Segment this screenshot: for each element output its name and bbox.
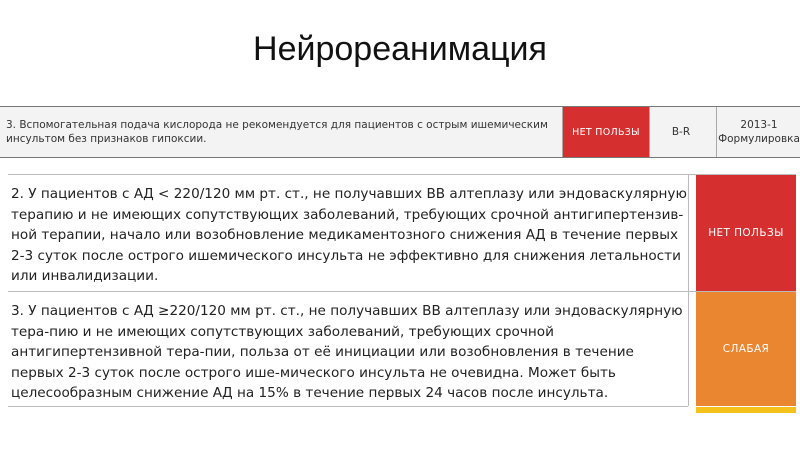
recommendation-badge: СЛАБАЯ <box>696 292 796 406</box>
wording-label: Формулировка <box>718 133 800 145</box>
year-cell <box>716 107 800 157</box>
next-row-badge-edge <box>696 407 796 413</box>
previous-recommendation-row <box>0 106 800 158</box>
previous-recommendation-text: 3. Вспомогательная подача кислорода не рекомендуется для пациентов с острым ишемическим инсультом без признаков гипоксии. <box>6 119 548 145</box>
table-divider <box>8 406 688 407</box>
recommendation-text: 3. У пациентов с АД ≥220/120 мм рт. ст., не получавших ВВ алтеплазу или эндоваскулярную тера-пию и не имеющих сопутствующих заболеваний, требующих срочной антигипертензивной тера-пии, польза от её инициации или возобновления в течение первых 2-3 суток после острого ише-мического инсульта не очевидна. Может быть целесообразным снижение АД на 15% в течение первых 24 часов после инсульта. <box>11 292 689 406</box>
recommendation-text: 2. У пациентов с АД < 220/120 мм рт. ст., не получавших ВВ алтеплазу или эндоваскулярную терапию и не имеющих сопутствующих заболеваний, требующих срочной антигипертензив-ной терапии, начало или возобновление медикаментозного снижения АД в течение первых 2-3 суток после острого ишемического инсульта не эффективно для снижения летальности или инвалидизации. <box>11 175 689 291</box>
recommendations-table <box>8 174 796 411</box>
year-value: 2013-1 <box>740 119 778 131</box>
previous-recommendation-badge: НЕТ ПОЛЬЗЫ <box>562 107 650 157</box>
table-row <box>8 292 796 406</box>
page-title: Нейрореанимация <box>253 30 547 68</box>
recommendation-badge: НЕТ ПОЛЬЗЫ <box>696 175 796 291</box>
table-row <box>8 175 796 292</box>
evidence-level: B-R <box>671 126 691 138</box>
